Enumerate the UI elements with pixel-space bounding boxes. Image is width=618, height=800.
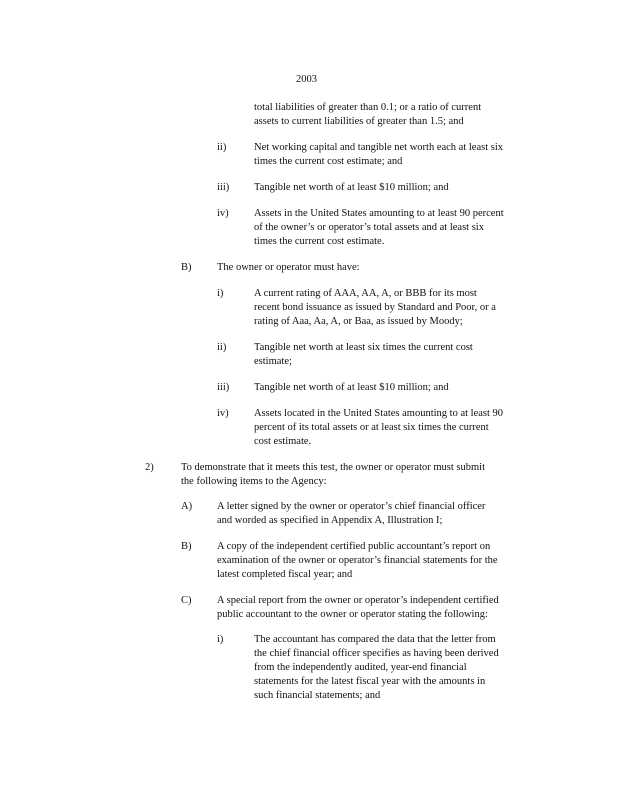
text-line: A special report from the owner or operator’s independent certified [217,595,499,606]
text-line: Assets in the United States amounting to at least 90 percent [254,208,504,219]
text-line: total liabilities of greater than 0.1; or a ratio of current [254,102,482,113]
text-line: Assets located in the United States amounting to at least 90 [254,408,504,419]
text-line: percent of its total assets or at least six times the current [254,422,489,433]
text-line: public accountant to the owner or operator stating the following: [217,609,488,620]
text-line: estimate; [254,356,292,367]
text-line: rating of Aaa, Aa, A, or Baa, as issued by Moody; [254,316,463,327]
text-line: The owner or operator must have: [217,262,360,273]
text-line: examination of the owner or operator’s financial statements for the [217,555,498,566]
item-marker: iv) [217,208,229,219]
text-line: To demonstrate that it meets this test, the owner or operator must submit [181,462,485,473]
text-line: cost estimate. [254,436,312,447]
item-marker: 2) [145,462,154,473]
item-marker: B) [181,262,192,273]
item-marker: iii) [217,382,230,393]
text-line: The accountant has compared the data that the letter from [254,634,496,645]
text-line: and worded as specified in Appendix A, Illustration I; [217,515,443,526]
text-line: of the owner’s or operator’s total assets and at least six [254,222,484,233]
text-line: recent bond issuance as issued by Standard and Poor, or a [254,302,496,313]
text-line: assets to current liabilities of greater than 1.5; and [254,116,464,127]
text-line: the chief financial officer specifies as having been derived [254,648,499,659]
item-marker: i) [217,288,224,299]
item-marker: i) [217,634,224,645]
text-line: A copy of the independent certified public accountant’s report on [217,541,491,552]
item-marker: iii) [217,182,230,193]
item-marker: B) [181,541,192,552]
text-line: statements for the latest fiscal year with the amounts in [254,676,486,687]
text-line: A current rating of AAA, AA, A, or BBB for its most [254,288,477,299]
text-line: from the independently audited, year-end financial [254,662,467,673]
text-line: Net working capital and tangible net worth each at least six [254,142,504,153]
item-marker: A) [181,501,193,512]
item-marker: C) [181,595,192,606]
text-line: times the current cost estimate. [254,236,385,247]
text-line: times the current cost estimate; and [254,156,403,167]
item-marker: iv) [217,408,229,419]
text-line: Tangible net worth of at least $10 million; and [254,182,449,193]
text-line: the following items to the Agency: [181,476,327,487]
text-line: Tangible net worth at least six times the current cost [254,342,473,353]
text-line: Tangible net worth of at least $10 million; and [254,382,449,393]
text-line: such financial statements; and [254,690,381,701]
text-line: latest completed fiscal year; and [217,569,353,580]
page-year: 2003 [296,74,317,85]
text-line: A letter signed by the owner or operator’s chief financial officer [217,501,486,512]
item-marker: ii) [217,342,227,353]
item-marker: ii) [217,142,227,153]
